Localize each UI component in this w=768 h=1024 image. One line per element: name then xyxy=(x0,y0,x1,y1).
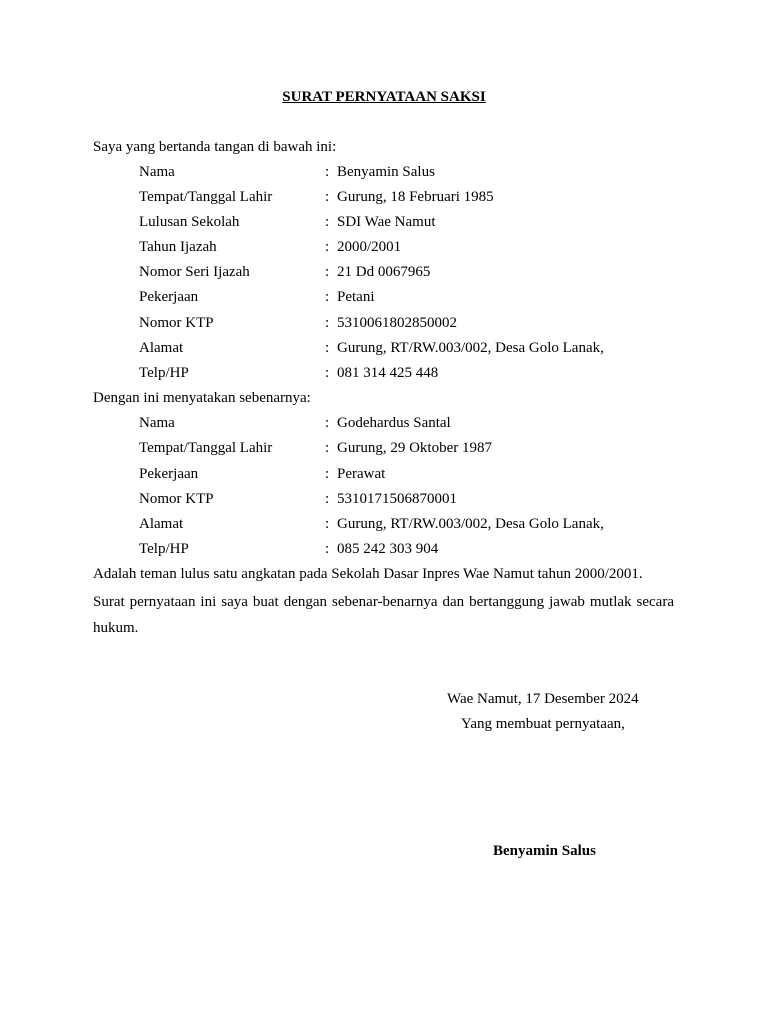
field-colon: : xyxy=(325,164,330,180)
field-row xyxy=(0,364,768,382)
field-value: 081 314 425 448 xyxy=(337,365,439,381)
field-label: Nama xyxy=(139,415,175,431)
field-colon: : xyxy=(325,440,330,456)
field-value: Benyamin Salus xyxy=(337,164,435,180)
field-colon: : xyxy=(325,189,330,205)
field-label: Telp/HP xyxy=(139,541,189,557)
signer-name: Benyamin Salus xyxy=(493,843,596,859)
field-row xyxy=(0,163,768,181)
field-colon: : xyxy=(325,239,330,255)
place-date: Wae Namut, 17 Desember 2024 xyxy=(447,691,639,707)
field-value: 5310061802850002 xyxy=(337,315,457,331)
field-row xyxy=(0,288,768,306)
field-label: Nama xyxy=(139,164,175,180)
field-value: Gurung, RT/RW.003/002, Desa Golo Lanak, xyxy=(337,516,604,532)
closing-paragraph: Surat pernyataan ini saya buat dengan sebenar-benarnya dan bertanggung jawab mutlak secara hukum. xyxy=(93,594,674,636)
field-label: Alamat xyxy=(139,340,184,356)
field-row xyxy=(0,263,768,281)
field-row xyxy=(0,188,768,206)
field-row xyxy=(0,490,768,508)
field-value: 2000/2001 xyxy=(337,239,402,255)
maker-label: Yang membuat pernyataan, xyxy=(461,716,625,732)
field-label: Nomor KTP xyxy=(139,315,214,331)
field-value: Perawat xyxy=(337,466,386,482)
field-row xyxy=(0,314,768,332)
field-label: Nomor Seri Ijazah xyxy=(139,264,250,280)
field-row xyxy=(0,515,768,533)
field-colon: : xyxy=(325,541,330,557)
field-value: 085 242 303 904 xyxy=(337,541,439,557)
field-value: Petani xyxy=(337,289,375,305)
field-row xyxy=(0,213,768,231)
field-row xyxy=(0,439,768,457)
field-colon: : xyxy=(325,264,330,280)
field-colon: : xyxy=(325,214,330,230)
field-row xyxy=(0,339,768,357)
field-colon: : xyxy=(325,315,330,331)
field-value: Gurung, RT/RW.003/002, Desa Golo Lanak, xyxy=(337,340,604,356)
field-value: 21 Dd 0067965 xyxy=(337,264,431,280)
document-title: SURAT PERNYATAAN SAKSI xyxy=(282,89,486,105)
field-label: Lulusan Sekolah xyxy=(139,214,240,230)
field-label: Telp/HP xyxy=(139,365,189,381)
field-colon: : xyxy=(325,289,330,305)
field-colon: : xyxy=(325,415,330,431)
field-label: Tempat/Tanggal Lahir xyxy=(139,440,273,456)
field-label: Tahun Ijazah xyxy=(139,239,217,255)
field-value: Gurung, 29 Oktober 1987 xyxy=(337,440,492,456)
field-colon: : xyxy=(325,340,330,356)
field-label: Nomor KTP xyxy=(139,491,214,507)
field-value: 5310171506870001 xyxy=(337,491,457,507)
field-value: SDI Wae Namut xyxy=(337,214,436,230)
field-row xyxy=(0,540,768,558)
field-colon: : xyxy=(325,516,330,532)
field-value: Gurung, 18 Februari 1985 xyxy=(337,189,494,205)
intro-text: Saya yang bertanda tangan di bawah ini: xyxy=(93,139,337,155)
statement-intro-text: Dengan ini menyatakan sebenarnya: xyxy=(93,390,311,406)
field-colon: : xyxy=(325,466,330,482)
field-label: Alamat xyxy=(139,516,184,532)
field-value: Godehardus Santal xyxy=(337,415,451,431)
field-row xyxy=(0,414,768,432)
field-row xyxy=(0,238,768,256)
field-label: Tempat/Tanggal Lahir xyxy=(139,189,273,205)
field-label: Pekerjaan xyxy=(139,289,199,305)
field-row xyxy=(0,465,768,483)
field-colon: : xyxy=(325,365,330,381)
field-label: Pekerjaan xyxy=(139,466,199,482)
field-colon: : xyxy=(325,491,330,507)
statement-text: Adalah teman lulus satu angkatan pada Sekolah Dasar Inpres Wae Namut tahun 2000/2001. xyxy=(93,566,643,582)
